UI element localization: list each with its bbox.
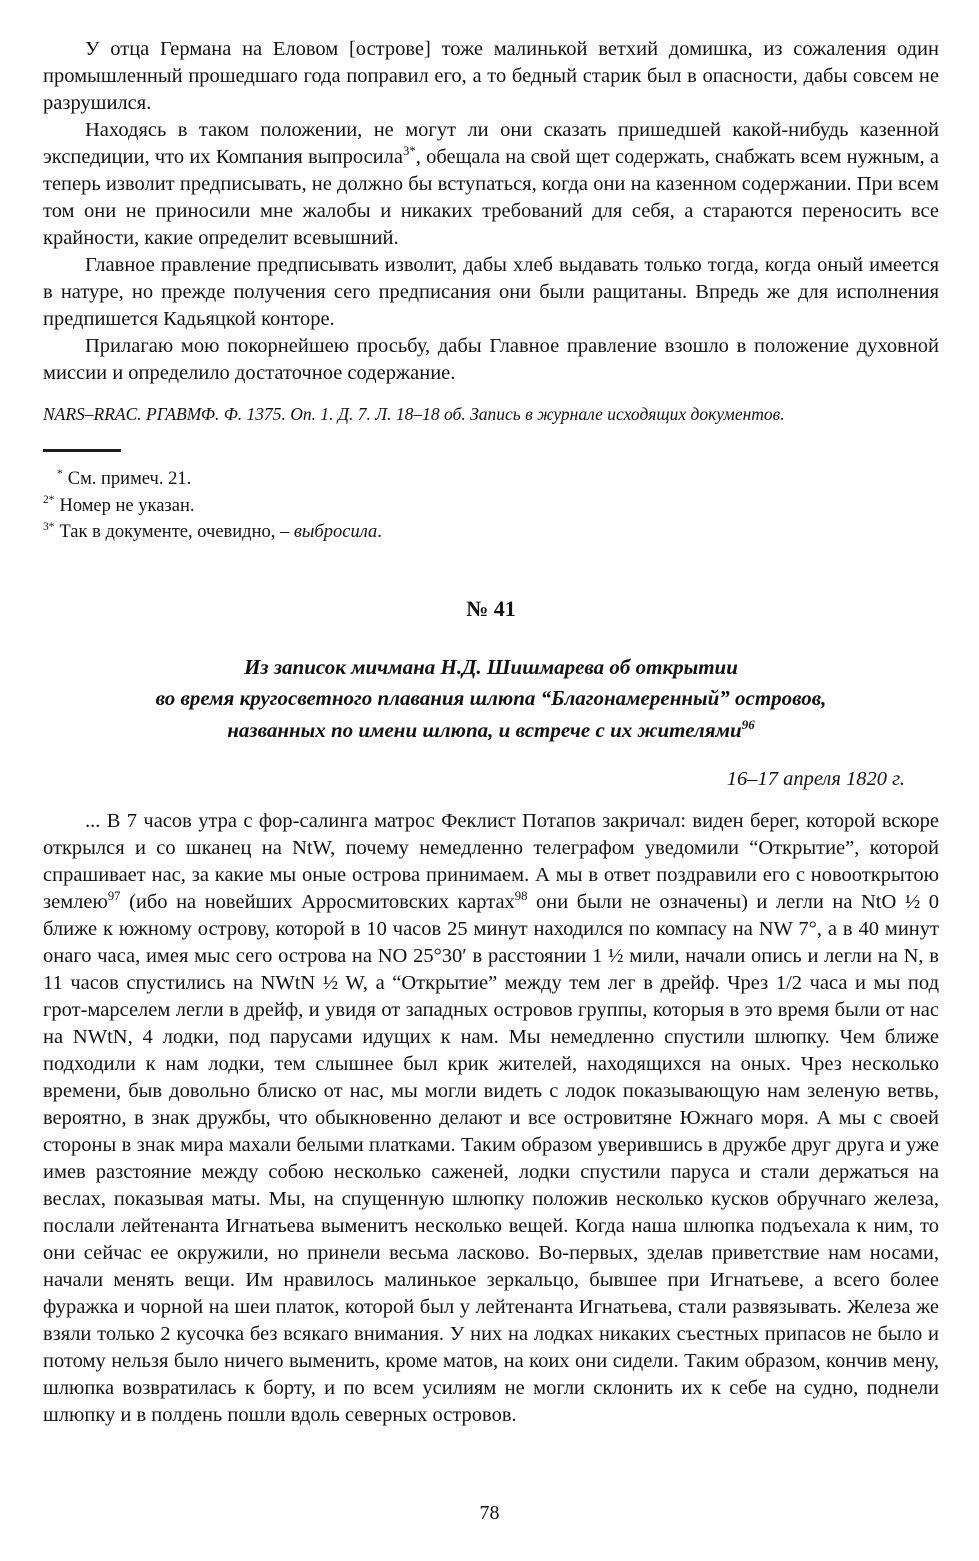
- endnote-ref-96: 96: [741, 716, 755, 732]
- footnote-2: [43, 493, 939, 520]
- page-number: 78: [479, 1502, 500, 1524]
- document-title-line-2: во время кругосветного плавания шлюпа “Благонамеренный” островов,: [155, 686, 827, 710]
- document-title-line-3: [43, 715, 939, 747]
- footnote-separator: [43, 449, 121, 452]
- document-date: 16–17 апреля 1820 г.: [726, 768, 905, 790]
- paragraph-4: Прилагаю мою покорнейшею просьбу, дабы Главное правление взошло в положение духовной миссии и определило достаточное содержание.: [43, 335, 939, 384]
- document-41: [43, 596, 939, 1430]
- body-text-segment: ... В 7 часов утра с фор-салинга матрос Феклист Потапов закричал: виден берег, которой вскоре открылся и со шканец на NtW, почему немедленно телеграфом уведомили “Открытие”, которой спрашивает нас, за какие мы оные острова принимаем. А мы в ответ поздравили его с новооткрытою землею: [43, 810, 939, 913]
- paragraph-3: Главное правление предписывать изволит, дабы хлеб выдавать только тогда, когда оный имеется в натуре, но прежде получения сего предписания они были ращитаны. Впредь же для исполнения предпишется Кадьяцкой конторе.: [43, 254, 939, 330]
- footnote-2-marker: 2*: [43, 494, 55, 507]
- footnotes-block: [43, 466, 939, 546]
- document-number-heading: № 41: [466, 595, 516, 621]
- footnote-1-marker: *: [57, 467, 63, 480]
- document-41-body: [43, 808, 939, 1429]
- paragraph-1: У отца Германа на Еловом [острове] тоже малинькой ветхий домишка, из сожаления один промышленный прошедшаго года поправил его, а то бедный старик был в опасности, дабы совсем не разрушился.: [43, 38, 939, 114]
- body-text-segment: (ибо на новейших Арросмитовских картах: [120, 891, 515, 913]
- document-title-line-1: Из записок мичмана Н.Д. Шишмарева об открытии: [244, 654, 738, 679]
- footnote-3-italic-word: выбросила: [293, 522, 378, 542]
- endnote-ref-98: 98: [514, 889, 528, 904]
- paragraph-2-text-cont: , обещала на свой щет содержать, снабжать всем нужным, а теперь изволит предписывать, не должно бы вступаться, когда они на казенном содержании. При всем том они не приносили мне жалобы и никаких требований для себя, а стараются переносить все крайности, какие определит всевышний.: [43, 146, 939, 249]
- footnote-3-text: Так в документе, очевидно, –: [59, 522, 294, 542]
- paragraph-2: [43, 117, 939, 252]
- footnote-ref-3: 3*: [402, 144, 416, 159]
- document-title: [43, 652, 939, 747]
- footnote-3-marker: 3*: [43, 520, 55, 533]
- footnote-1-text: См. примеч. 21.: [67, 469, 192, 489]
- document-title-line-3-text: названных по имени шлюпа, и встрече с их жителями: [227, 717, 742, 742]
- footnote-3: [43, 519, 939, 546]
- paragraph-2-text: Находясь в таком положении, не могут ли они сказать пришедшей какой-нибудь казенной экспедиции, что их Компания выпросила: [43, 119, 939, 168]
- endnote-ref-97: 97: [107, 889, 121, 904]
- body-text-segment: они были не означены) и легли на NtO ½ 0 ближе к южному острову, которой в 10 часов 25 минут находился по компасу на NW 7°, а в 40 минут онаго часа, имея мыс сего острова на NO 25°30′ в расстоянии 1 ½ мили, начали опись и легли на N, в 11 часов спустились на NWtN ½ W, а “Открытие” между тем лег в дрейф. Чрез 1/2 часа и мы под грот-марселем легли в дрейф, и увидя от западных островов группы, которыя в это время были от нас на NWtN, 4 лодки, под парусами идущих к нам. Мы немедленно спустили шлюпку. Чем ближе подходили к нам лодки, тем слышнее был крик жителей, находящихся на оных. Чрез несколько времени, быв довольно блиско от нас, мы могли видеть с лодок показывающую нам зеленую ветвь, вероятно, в знак дружбы, что обыкновенно делают и все островитяне Южнаго моря. А мы с своей стороны в знак мира махали белыми платками. Таким образом уверившись в дружбе друг друга и уже имев разстояние между собою несколько саженей, лодки спустили паруса и стали держаться на веслах, показывая маты. Мы, на спущенную шлюпку положив несколько кусков обручнаго железа, послали лейтенанта Игнатьева выменитъ несколько вещей. Когда наша шлюпка подъехала к ним, то они сейчас ее окружили, но принели весьма ласково. Во-первых, зделав приветствие нам носами, начали менять вещи. Им нравилось малинькое зеркальцо, бывшее при Игнатьеве, а всего более фуражка и чорной на шеи платок, которой был у лейтенанта Игнатьева, стали развязывать. Железа же взяли только 2 кусочка без всякаго внимания. У них на лодках никаких съестных припасов не было и потому нельзя было ничего выменить, кроме матов, на коих они сидели. Таким образом, кончив мену, шлюпка возвратилась к борту, и по всем усилиям не могли склонить их к себе на судно, поднели шлюпку и в полдень пошли вдоль северных островов.: [43, 891, 939, 1426]
- archive-source-citation: NARS–RRAC. РГАВМФ. Ф. 1375. Оп. 1. Д. 7. Л. 18–18 об. Запись в журнале исходящих документов.: [43, 404, 785, 424]
- footnote-3-period: .: [377, 522, 382, 542]
- footnote-1: [43, 466, 939, 493]
- footnote-2-text: Номер не указан.: [59, 495, 195, 516]
- document-40-excerpt: [43, 36, 939, 546]
